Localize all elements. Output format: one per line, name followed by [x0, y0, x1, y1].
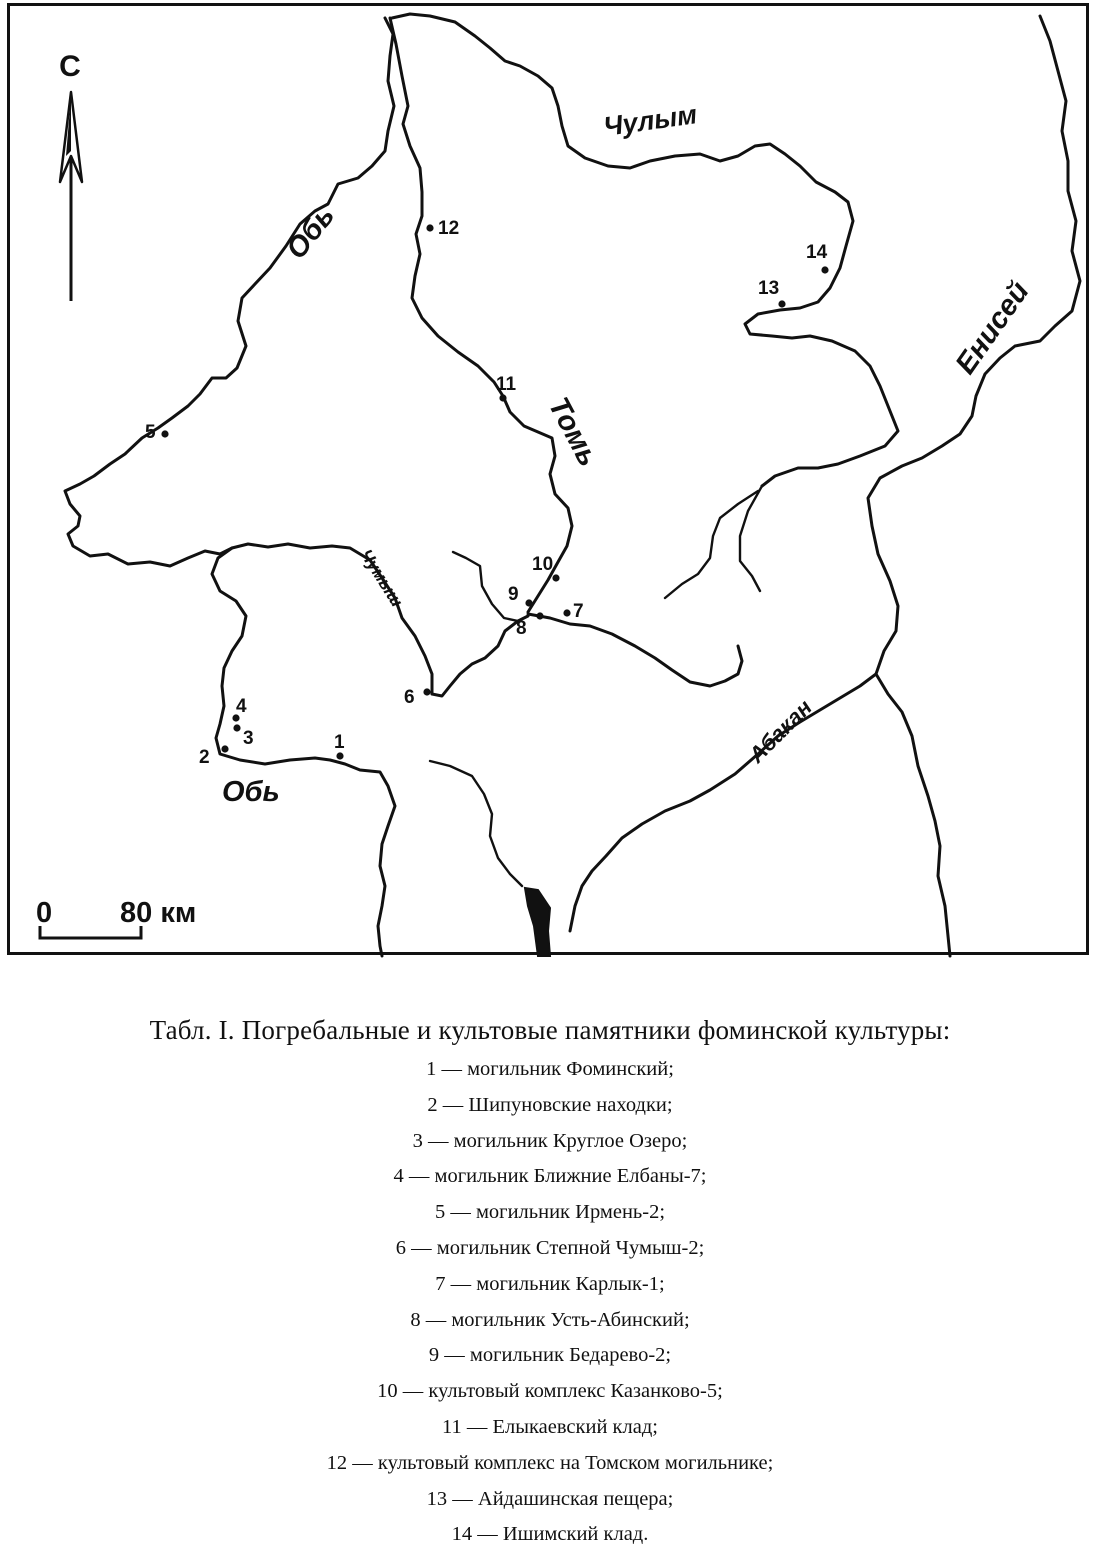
site-label-11: 11: [496, 374, 517, 395]
site-7: [563, 601, 583, 622]
site-9: [508, 584, 533, 607]
site-label-8: 8: [516, 618, 527, 639]
legend-list: [0, 1052, 1100, 1553]
river-labels: [222, 99, 1036, 808]
legend-item: 11 — Елыкаевский клад;: [442, 1415, 658, 1438]
site-label-2: 2: [199, 747, 210, 768]
scale-bar: [36, 897, 196, 938]
site-label-6: 6: [404, 687, 415, 708]
river-label-yenisei: Енисей: [949, 276, 1036, 381]
chumysh-river: [432, 616, 528, 696]
rivers: [65, 14, 1080, 956]
site-5: [145, 422, 169, 443]
legend-item: 13 — Айдашинская пещера;: [426, 1487, 674, 1510]
site-14: [806, 242, 829, 274]
site-8: [516, 612, 544, 639]
site-label-4: 4: [236, 696, 247, 717]
river-label-chulym: Чулым: [601, 99, 699, 142]
legend-item: 7 — могильник Карлык-1;: [435, 1272, 665, 1295]
river-label-chumysh: Чумыш: [356, 546, 407, 611]
north-label: С: [59, 50, 81, 83]
caption-title: Табл. I. Погребальные и культовые памятники фоминской культуры:: [149, 1015, 951, 1045]
site-label-10: 10: [532, 554, 554, 575]
legend-item: 5 — могильник Ирмень-2;: [434, 1201, 666, 1224]
abakan-river: [570, 674, 876, 931]
map-caption: [0, 1015, 1100, 1553]
legend-item: 4 — могильник Ближние Елбаны-7;: [393, 1165, 707, 1188]
legend-item: 2 — Шипуновские находки;: [427, 1093, 673, 1116]
ob-river-south: [212, 548, 395, 956]
site-label-1: 1: [334, 732, 345, 753]
site-1: [334, 732, 345, 760]
legend-item: 14 — Ишимский клад.: [451, 1523, 649, 1546]
legend-item: 8 — могильник Усть-Абинский;: [410, 1308, 690, 1331]
scale-zero-label: 0: [36, 897, 53, 929]
legend-item: 9 — могильник Бедарево-2;: [428, 1344, 672, 1367]
legend-item: 12 — культовый комплекс на Томском могильнике;: [326, 1451, 774, 1474]
tom-tributary-east: [528, 614, 742, 686]
reservoir-shape: [525, 888, 550, 956]
sites: [145, 218, 829, 768]
north-arrow: [59, 50, 82, 301]
river-label-ob-lower: Обь: [222, 776, 280, 808]
stream: [665, 491, 758, 598]
river-label-ob-upper: Обь: [280, 200, 342, 266]
site-label-3: 3: [243, 728, 254, 749]
site-13: [758, 278, 786, 308]
map-frame: [7, 3, 1089, 955]
river-label-abakan: Абакан: [743, 694, 817, 768]
yenisei-river: [868, 16, 1080, 956]
legend-item: 1 — могильник Фоминский;: [426, 1058, 674, 1080]
ob-river: [65, 18, 432, 694]
site-label-13: 13: [758, 278, 780, 299]
river-label-tom: Томь: [541, 392, 605, 472]
map-canvas: [10, 6, 1092, 958]
legend-item: 3 — могильник Круглое Озеро;: [412, 1129, 688, 1152]
site-6: [404, 687, 431, 708]
legend-item: 6 — могильник Степной Чумыш-2;: [395, 1236, 705, 1259]
stream: [430, 761, 522, 886]
site-label-9: 9: [508, 584, 519, 605]
site-3: [233, 724, 253, 749]
site-label-5: 5: [145, 422, 156, 443]
site-12: [426, 218, 459, 239]
site-label-12: 12: [438, 218, 460, 239]
site-label-14: 14: [806, 242, 828, 263]
legend-item: 10 — культовый комплекс Казанково-5;: [377, 1380, 723, 1403]
site-11: [496, 374, 517, 402]
site-label-7: 7: [573, 601, 584, 622]
scale-end-label: 80 км: [120, 897, 197, 929]
site-4: [232, 696, 247, 722]
tom-river: [390, 18, 572, 612]
